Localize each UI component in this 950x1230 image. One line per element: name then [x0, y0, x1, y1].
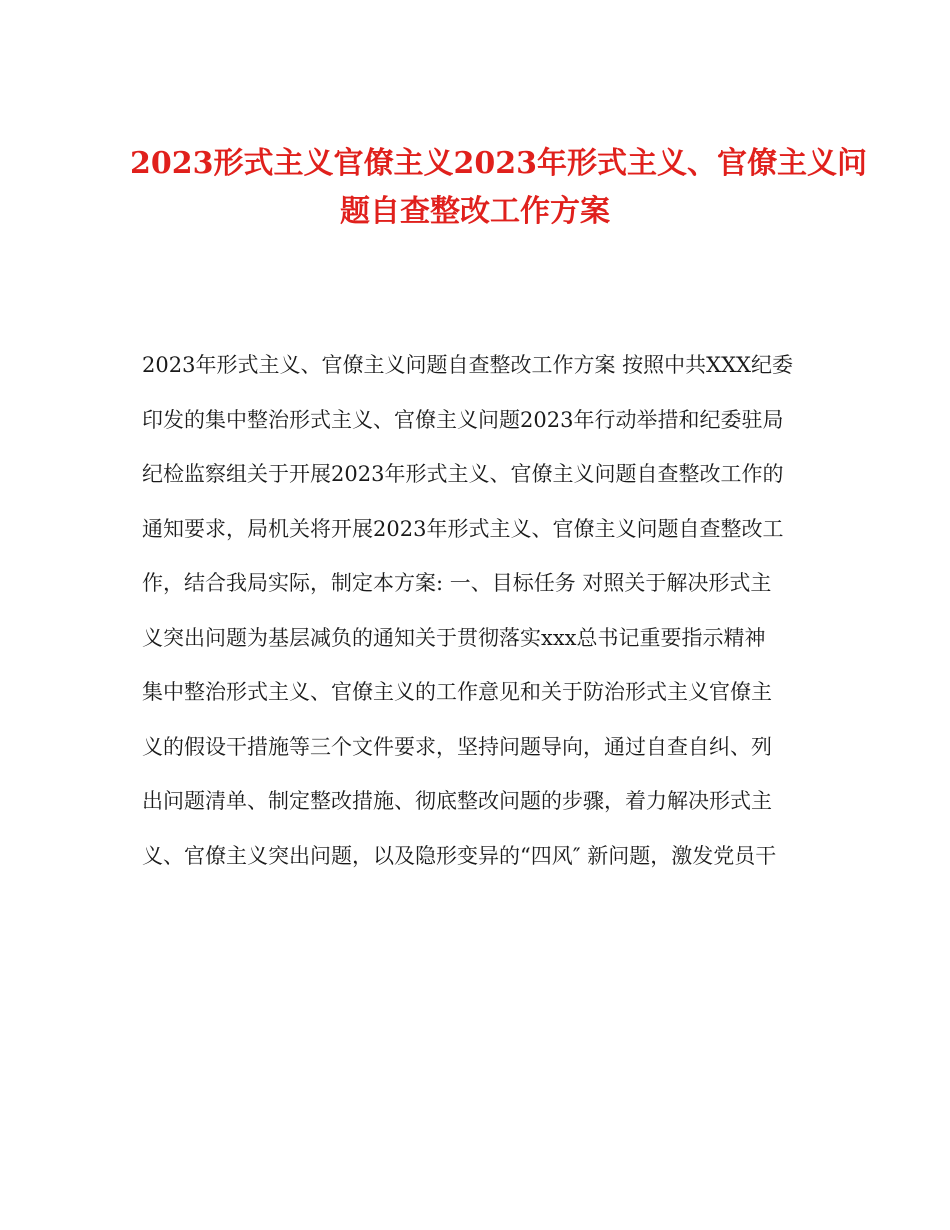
body-line: 纪检监察组关于开展2023年形式主义、官僚主义问题自查整改工作的 — [142, 462, 784, 486]
title-line-1: 2023形式主义官僚主义2023年形式主义、官僚主义问 — [130, 146, 867, 181]
body-line: 义的假设干措施等三个文件要求，坚持问题导向，通过自查自纠、列 — [142, 734, 772, 759]
body-line: 义、官僚主义突出问题，以及隐形变异的“四风″ 新问题，激发党员干 — [142, 843, 777, 868]
body-line: 印发的集中整治形式主义、官僚主义问题2023年行动举措和纪委驻局 — [142, 407, 784, 432]
body-line: 通知要求，局机关将开展2023年形式主义、官僚主义问题自查整改工 — [142, 516, 784, 541]
body-line: 2023年形式主义、官僚主义问题自查整改工作方案 按照中共XXX纪委 — [142, 353, 793, 377]
body-line: 义突出问题为基层减负的通知关于贯彻落实xxx总书记重要指示精神 — [142, 625, 766, 650]
document-title — [130, 140, 867, 236]
body-line: 集中整治形式主义、官僚主义的工作意见和关于防治形式主义官僚主 — [142, 680, 772, 704]
document-body — [142, 345, 812, 890]
title-line-2: 题自查整改工作方案 — [340, 194, 610, 229]
body-line: 作，结合我局实际，制定本方案: 一、目标任务 对照关于解决形式主 — [142, 571, 772, 595]
body-line: 出问题清单、制定整改措施、彻底整改问题的步骤，着力解决形式主 — [142, 789, 772, 813]
